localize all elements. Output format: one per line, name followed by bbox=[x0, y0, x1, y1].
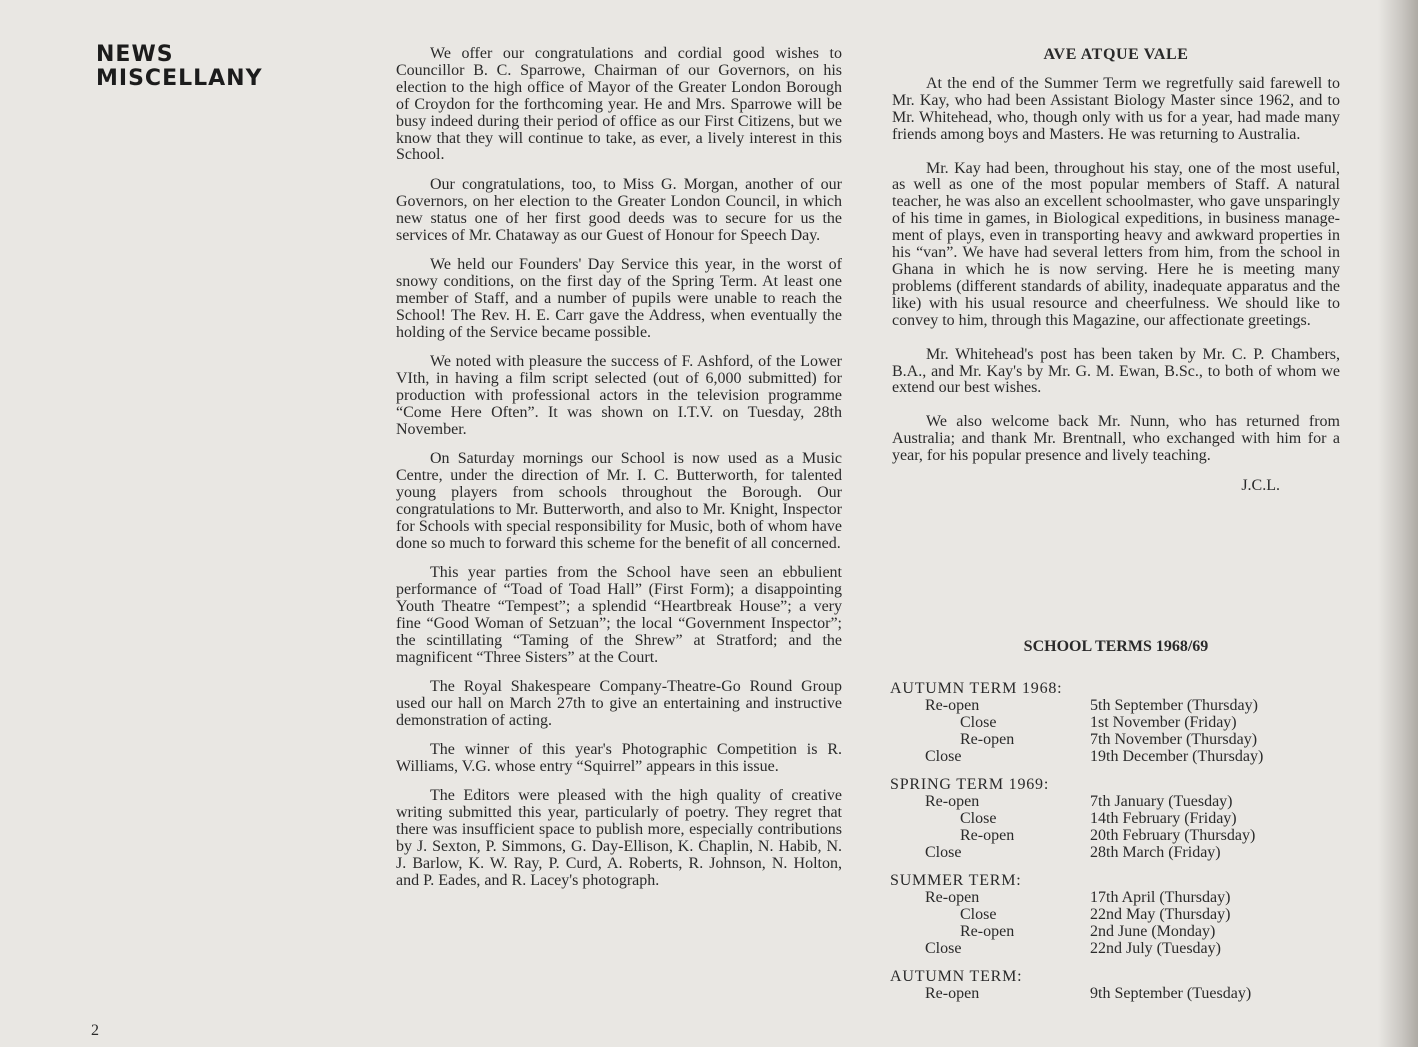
news-paragraph: The winner of this year's Photographic Competition is R. Williams, V.G. whose entry “Squirrel” appears in this issue. bbox=[396, 741, 842, 776]
term-row-date: 22nd May (Thursday) bbox=[1090, 906, 1231, 923]
farewell-signature: J.C.L. bbox=[1241, 477, 1280, 495]
news-paragraph: Our congratulations, too, to Miss G. Morgan, another of our Governors, on her election to the Greater London Council, in which new status one of her first good deeds was to secure for us the services of Mr. Chataway as our Guest of Honour for Speech Day. bbox=[396, 175, 842, 244]
term-row bbox=[890, 748, 1310, 765]
term-row-date: 14th February (Friday) bbox=[1090, 810, 1237, 827]
term-row-label: Close bbox=[960, 810, 997, 827]
term-row bbox=[890, 923, 1310, 940]
term-row-date: 7th November (Thursday) bbox=[1090, 731, 1258, 748]
term-row bbox=[890, 827, 1310, 844]
news-column bbox=[396, 46, 842, 890]
news-paragraph: We offer our congratulations and cordial good wishes to Councillor B. C. Sparrowe, Chairman of our Governors, on his election to the high office of Mayor of the Greater London Borough of Croydon for the forthcoming year. He and Mrs. Sparrowe will be busy indeed during their period of office as our First Citizens, but we know that they will continue to take, as ever, a lively interest in this School. bbox=[396, 45, 842, 164]
term-row-label: Re-open bbox=[960, 827, 1015, 844]
term-row-label: Close bbox=[925, 748, 962, 765]
news-paragraph: The Editors were pleased with the high quality of creative writing submitted this year, particularly of poetry. They regret that there was insufficient space to publish more, especially contributions by J. Sexton, P. Simmons, G. Day-Ellison, K. Chaplin, N. Habib, N. J. Barlow, K. W. Ray, P. Curd, A. Roberts, R. Johnson, N. Holton, and P. Eades, and R. Lacey's photograph. bbox=[396, 787, 842, 889]
farewell-paragraph: Mr. Whitehead's post has been taken by Mr. C. P. Chambers, B.A., and Mr. Kay's by Mr. G. M. Ewan, B.Sc., to both of whom we extend our best wishes. bbox=[892, 345, 1340, 397]
term-row bbox=[890, 793, 1310, 810]
term-row-date: 28th March (Friday) bbox=[1090, 844, 1221, 861]
term-row-date: 22nd July (Tuesday) bbox=[1090, 940, 1221, 957]
term-row-label: Re-open bbox=[925, 985, 980, 1002]
term-row bbox=[890, 844, 1310, 861]
term-block-spring-1969 bbox=[890, 776, 1310, 861]
term-row-date: 2nd June (Monday) bbox=[1090, 923, 1216, 940]
term-row-date: 9th September (Tuesday) bbox=[1090, 985, 1252, 1002]
school-terms-list bbox=[890, 680, 1310, 1002]
term-row-label: Close bbox=[960, 714, 997, 731]
news-paragraph: On Saturday mornings our School is now used as a Music Centre, under the direction of Mr. I. C. Butterworth, for talented young players from schools throughout the Borough. Our congratulations to Mr. Butterworth, and also to Mr. Knight, Inspector for Schools with special responsibility for Music, both of whom have done so much to forward this scheme for the benefit of all concerned. bbox=[396, 450, 842, 552]
section-heading-line-2: MISCELLANY bbox=[96, 66, 263, 91]
term-block-autumn-next bbox=[890, 968, 1310, 1002]
school-terms-title: SCHOOL TERMS 1968/69 bbox=[1023, 638, 1209, 655]
term-row bbox=[890, 810, 1310, 827]
term-row-label: Re-open bbox=[925, 889, 980, 906]
term-row bbox=[890, 985, 1310, 1002]
term-row-date: 19th December (Thursday) bbox=[1090, 748, 1264, 765]
news-paragraph: This year parties from the School have seen an ebbulient performance of “Toad of Toad Hall” (First Form); a disappointing Youth Theatre “Tempest”; a splendid “Heartbreak House”; a very fine “Good Woman of Setzuan”; the local “Government Inspector”; the scintillating “Taming of the Shrew” at Stratford; and the magnificent “Three Sisters” at the Court. bbox=[396, 563, 842, 666]
term-name: AUTUMN TERM 1968: bbox=[890, 680, 1063, 697]
term-block-summer bbox=[890, 872, 1310, 957]
section-heading bbox=[96, 43, 263, 91]
term-name: AUTUMN TERM: bbox=[890, 968, 1023, 985]
term-row-date: 17th April (Thursday) bbox=[1090, 889, 1231, 906]
farewell-paragraph: We also welcome back Mr. Nunn, who has returned from Australia; and thank Mr. Brentnall, who exchanged with him for a year, for his popular presence and lively teaching. bbox=[892, 413, 1340, 465]
term-row bbox=[890, 697, 1310, 714]
term-row-label: Close bbox=[960, 906, 997, 923]
farewell-paragraph: Mr. Kay had been, throughout his stay, one of the most useful, as well as one of the most popular members of Staff. A natural teacher, he was also an excellent schoolmaster, who gave unsparingly of his time in games, in Biological expeditions, in business management of plays, even in transporting heavy and awkward properties in his “van”. We have had several letters from him, from the school in Ghana in which he is now serving. Here he is meeting many problems (different standards of ability, inadequate apparatus and the like) with his usual resource and cheerfulness. We should like to convey to him, through this Magazine, our affectionate greetings. bbox=[892, 159, 1340, 329]
term-row-label: Re-open bbox=[925, 697, 980, 714]
news-paragraph: The Royal Shakespeare Company-Theatre-Go Round Group used our hall on March 27th to give an entertaining and instructive demonstration of acting. bbox=[396, 677, 842, 729]
term-row bbox=[890, 731, 1310, 748]
term-row-date: 5th September (Thursday) bbox=[1090, 697, 1258, 714]
term-row-date: 7th January (Tuesday) bbox=[1090, 793, 1233, 810]
news-paragraph: We held our Founders' Day Service this year, in the worst of snowy conditions, on the first day of the Spring Term. At least one member of Staff, and a number of pupils were unable to reach the School! The Rev. H. E. Carr gave the Address, when eventually the holding of the Service became possible. bbox=[396, 255, 842, 341]
farewell-article bbox=[892, 47, 1340, 495]
farewell-paragraph: At the end of the Summer Term we regretfully said farewell to Mr. Kay, who had been Assistant Biology Master since 1962, and to Mr. Whitehead, who, though only with us for a year, had made many friends among boys and Masters. He was returning to Australia. bbox=[892, 74, 1340, 143]
page-number: 2 bbox=[91, 1022, 99, 1039]
term-row-label: Re-open bbox=[925, 793, 980, 810]
term-row-label: Re-open bbox=[960, 731, 1015, 748]
term-row bbox=[890, 940, 1310, 957]
term-row bbox=[890, 889, 1310, 906]
term-block-autumn-1968 bbox=[890, 680, 1310, 765]
term-row-label: Close bbox=[925, 844, 962, 861]
farewell-title: AVE ATQUE VALE bbox=[1043, 46, 1189, 63]
term-name: SUMMER TERM: bbox=[890, 872, 1022, 889]
section-heading-line-1: NEWS bbox=[96, 42, 174, 67]
page-edge-shadow bbox=[1378, 0, 1418, 1047]
term-row bbox=[890, 714, 1310, 731]
term-row-label: Re-open bbox=[960, 923, 1015, 940]
term-name: SPRING TERM 1969: bbox=[890, 776, 1050, 793]
term-row bbox=[890, 906, 1310, 923]
term-row-label: Close bbox=[925, 940, 962, 957]
term-row-date: 1st November (Friday) bbox=[1090, 714, 1237, 731]
news-paragraph: We noted with pleasure the success of F. Ashford, of the Lower VIth, in having a film script selected (out of 6,000 submitted) for production with professional actors in the television programme “Come Here Often”. It was shown on I.T.V. on Tuesday, 28th November. bbox=[396, 353, 842, 438]
term-row-date: 20th February (Thursday) bbox=[1090, 827, 1256, 844]
